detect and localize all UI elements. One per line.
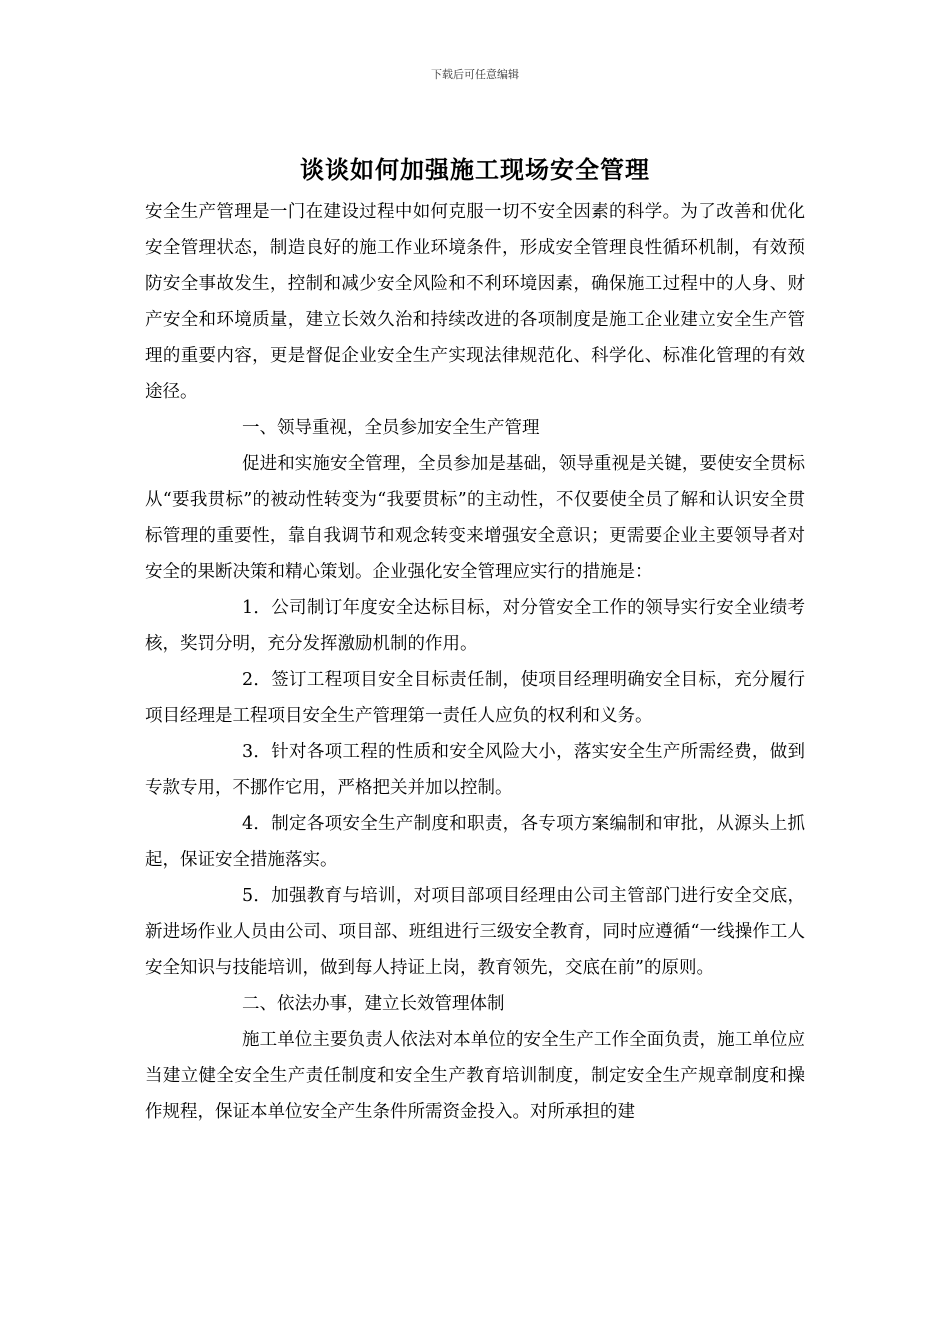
list-item-2: 2．签订工程项目安全目标责任制，使项目经理明确安全目标，充分履行项目经理是工程项目安全生产管理第一责任人应负的权利和义务。	[145, 670, 805, 726]
header-note: 下载后可任意编辑	[431, 68, 519, 81]
section-heading-2: 二、依法办事，建立长效管理体制	[242, 994, 505, 1014]
document-title: 谈谈如何加强施工现场安全管理	[300, 155, 650, 184]
list-item-5: 5．加强教育与培训，对项目部项目经理由公司主管部门进行安全交底，新进场作业人员由公司、项目部、班组进行三级安全教育，同时应遵循“一线操作工人安全知识与技能培训，做到每人持证上岗，教育领先，交底在前”的原则。	[145, 886, 805, 978]
intro-paragraph: 安全生产管理是一门在建设过程中如何克服一切不安全因素的科学。为了改善和优化安全管理状态，制造良好的施工作业环境条件，形成安全管理良性循环机制，有效预防安全事故发生，控制和减少安全风险和不利环境因素，确保施工过程中的人身、财产安全和环境质量，建立长效久治和持续改进的各项制度是施工企业建立安全生产管理的重要内容，更是督促企业安全生产实现法律规范化、科学化、标准化管理的有效途径。	[145, 202, 805, 402]
body-paragraph: 促进和实施安全管理，全员参加是基础，领导重视是关键，要使安全贯标从“要我贯标”的被动性转变为“我要贯标”的主动性，不仅要使全员了解和认识安全贯标管理的重要性，靠自我调节和观念转变来增强安全意识；更需要企业主要领导者对安全的果断决策和精心策划。企业强化安全管理应实行的措施是：	[145, 454, 805, 582]
list-item-1: 1．公司制订年度安全达标目标，对分管安全工作的领导实行安全业绩考核，奖罚分明，充分发挥激励机制的作用。	[145, 598, 805, 654]
body-paragraph: 施工单位主要负责人依法对本单位的安全生产工作全面负责，施工单位应当建立健全安全生产责任制度和安全生产教育培训制度，制定安全生产规章制度和操作规程，保证本单位安全产生条件所需资金投入。对所承担的建	[145, 1030, 805, 1122]
list-item-4: 4．制定各项安全生产制度和职责，各专项方案编制和审批，从源头上抓起，保证安全措施落实。	[145, 814, 805, 870]
document-body	[145, 194, 805, 1130]
list-item-3: 3．针对各项工程的性质和安全风险大小，落实安全生产所需经费，做到专款专用，不挪作它用，严格把关并加以控制。	[145, 742, 805, 798]
section-heading-1: 一、领导重视，全员参加安全生产管理	[242, 418, 540, 438]
